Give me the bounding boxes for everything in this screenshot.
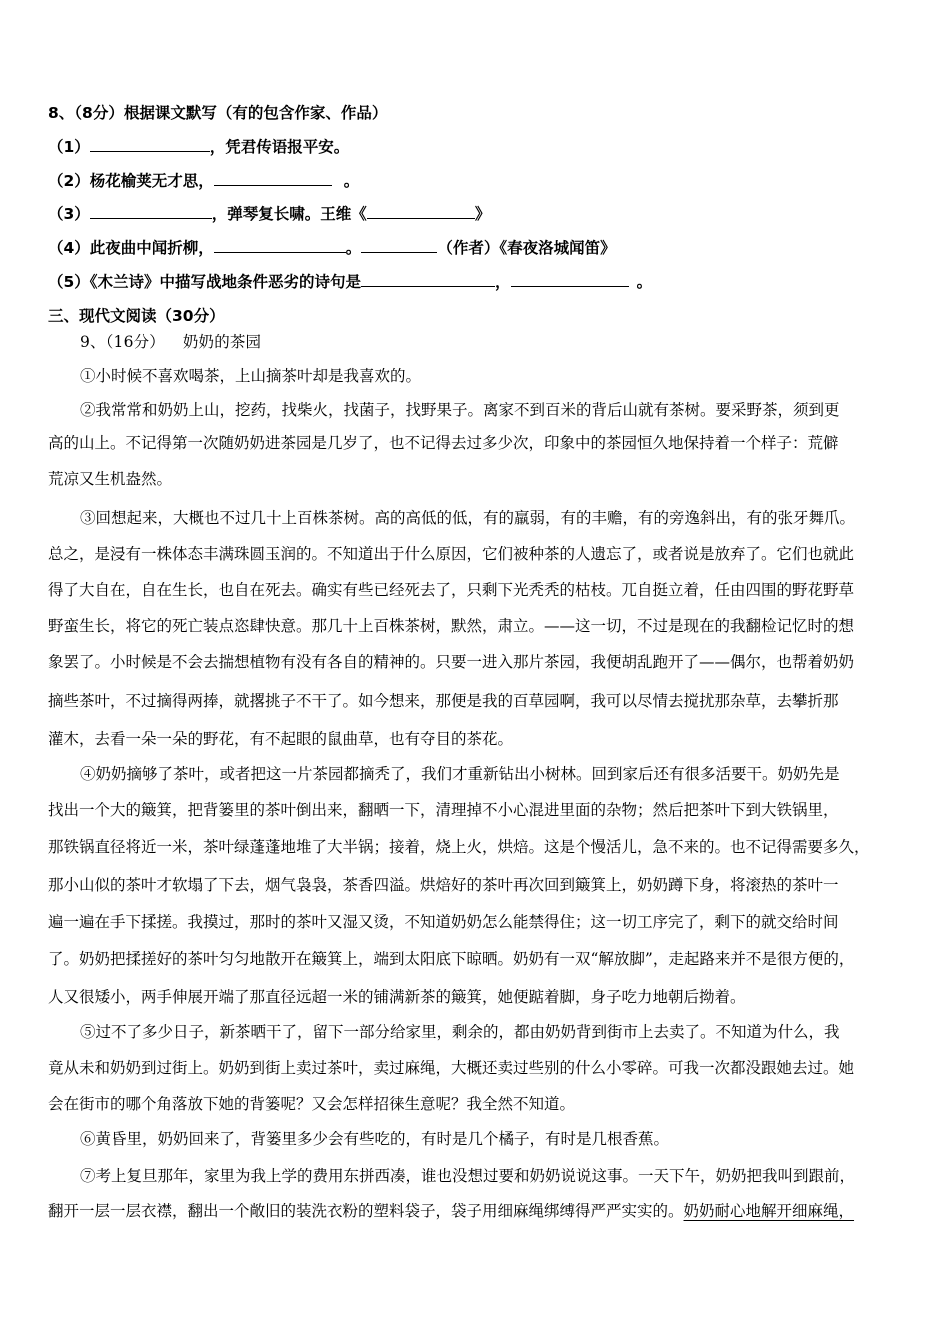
passage-line-12: ④奶奶摘够了茶叶，或者把这一片茶园都摘秃了，我们才重新钻出小树林。回到家后还有很多活要干。奶奶先是 [80,765,840,783]
question-9-title [80,332,942,352]
passage-line-5: ③回想起来，大概也不过几十上百株茶树。高的高低的低，有的羸弱，有的丰赡，有的旁逸斜出，有的张牙舞爪。 [80,509,856,527]
item-4-mid2: （作者）《春夜洛城闻笛》 [437,239,616,257]
passage-line-20: 竟从未和奶奶到过街上。奶奶到街上卖过茶叶，卖过麻绳，大概还卖过些别的什么小零碎。可我一次都没跟她去过。她 [48,1059,855,1077]
passage-line-4: 荒凉又生机盎然。 [48,470,173,488]
question-8-item-5 [48,272,910,292]
answer-blank-3b[interactable] [367,204,475,219]
passage-line-11: 灌木，去看一朵一朵的野花，有不起眼的鼠曲草，也有夺目的茶花。 [48,730,514,748]
question-8-item-1 [48,137,910,157]
answer-blank-4[interactable] [214,238,346,253]
question-8-title [48,103,910,123]
question-9-label: 9、（16分） [80,333,165,351]
passage-line-22: ⑥黄昏里，奶奶回来了，背篓里多少会有些吃的，有时是几个橘子，有时是几根香蕉。 [80,1130,670,1148]
answer-blank-4b[interactable] [361,238,437,253]
passage-line-23: ⑦考上复旦那年，家里为我上学的费用东拼西凑，谁也没想过要和奶奶说说这事。一天下午，奶奶把我叫到跟前， [80,1167,856,1185]
passage-line-10: 摘些茶叶，不过摘得两捧，就撂挑子不干了。如今想来，那便是我的百草园啊，我可以尽情去搅扰那杂草，去攀折那 [48,692,839,710]
answer-blank-1[interactable] [90,137,210,152]
item-4-mid1: 。 [345,239,362,257]
passage-line-13: 找出一个大的簸箕，把背篓里的茶叶倒出来，翻晒一下，清理掉不小心混进里面的杂物；然后把茶叶下到大铁锅里， [48,801,839,819]
answer-blank-2[interactable] [214,171,332,186]
question-8-item-4 [48,238,910,258]
passage-line-6: 总之，是浸有一株体态丰满珠圆玉润的。不知道出于什么原因，它们被种茶的人遗忘了，或者说是放弃了。它们也就此 [48,545,855,563]
item-1-suffix: ，凭君传语报平安。 [209,138,350,156]
question-8-item-2 [48,171,910,191]
answer-blank-3[interactable] [90,204,212,219]
passage-line-18: 人又很矮小，两手伸展开端了那直径远超一米的铺满新茶的簸箕，她便踮着脚，身子吃力地朝后拗着。 [48,988,746,1006]
passage-line-24 [48,1201,910,1221]
section-3-heading [48,306,910,326]
passage-line-14: 那铁锅直径将近一米，茶叶绿蓬蓬地堆了大半锅；接着，烧上火，烘焙。这是个慢活儿，急不来的。也不记得需要多久， [48,838,870,856]
passage-line-21: 会在街市的哪个角落放下她的背篓呢？又会怎样招徕生意呢？我全然不知道。 [48,1095,576,1113]
passage-line-7: 得了大自在，自在生长，也自在死去。确实有些已经死去了，只剩下光秃秃的枯枝。兀自挺立着，任由四围的野花野草 [48,581,855,599]
item-5-prefix: （5）《木兰诗》中描写战地条件恶劣的诗句是 [48,273,362,291]
passage-title: 奶奶的茶园 [182,333,262,351]
question-8-title-text: 8、（8分）根据课文默写（有的包含作家、作品） [48,104,388,122]
item-5-suffix: 。 [636,273,653,291]
item-3-mid: ，弹琴复长啸。王维《 [211,205,367,223]
question-8-item-3 [48,204,910,224]
item-2-suffix: 。 [343,172,360,190]
answer-blank-5b[interactable] [511,272,629,287]
passage-line-16: 遍一遍在手下揉搓。我摸过，那时的茶叶又湿又烫，不知道奶奶怎么能禁得住；这一切工序完了，剩下的就交给时间 [48,913,839,931]
underlined-sentence: 奶奶耐心地解开细麻绳， [683,1202,855,1220]
passage-line-2: ②我常常和奶奶上山，挖药，找柴火，找菌子，找野果子。离家不到百米的背后山就有茶树。要采野茶，须到更 [80,401,840,419]
section-3-heading-text: 三、现代文阅读（30分） [48,307,225,325]
passage-line-19: ⑤过不了多少日子，新茶晒干了，留下一部分给家里，剩余的，都由奶奶背到街市上去卖了。不知道为什么，我 [80,1023,840,1041]
passage-line-15: 那小山似的茶叶才软塌了下去，烟气袅袅，茶香四溢。烘焙好的茶叶再次回到簸箕上，奶奶蹲下身，将滚热的茶叶一 [48,876,839,894]
item-1-prefix: （1） [48,138,90,156]
item-3-suffix: 》 [474,205,491,223]
item-2-prefix: （2）杨花榆荚无才思， [48,172,214,190]
passage-line-3: 高的山上。不记得第一次随奶奶进茶园是几岁了，也不记得去过多少次，印象中的茶园恒久地保持着一个样子：荒僻 [48,434,839,452]
item-4-prefix: （4）此夜曲中闻折柳， [48,239,214,257]
answer-blank-5[interactable] [361,272,495,287]
item-3-prefix: （3） [48,205,90,223]
passage-line-8: 野蛮生长，将它的死亡装点恣肆快意。那几十上百株茶树，默然，肃立。——这一切，不过是现在的我翻检记忆时的想 [48,617,855,635]
passage-line-17: 了。奶奶把揉搓好的茶叶匀匀地散开在簸箕上，端到太阳底下晾晒。奶奶有一双“解放脚”，走起路来并不是很方便的， [48,950,855,968]
item-5-mid: ， [495,273,511,291]
passage-line-1: ①小时候不喜欢喝茶，上山摘茶叶却是我喜欢的。 [80,367,422,385]
passage-line-24-text: 翻开一层一层衣襟，翻出一个敞旧的装洗衣粉的塑料袋子，袋子用细麻绳绑缚得严严实实的。 [48,1202,684,1220]
passage-line-9: 象罢了。小时候是不会去揣想植物有没有各自的精神的。只要一进入那片茶园，我便胡乱跑开了——偶尔，也帮着奶奶 [48,653,855,671]
